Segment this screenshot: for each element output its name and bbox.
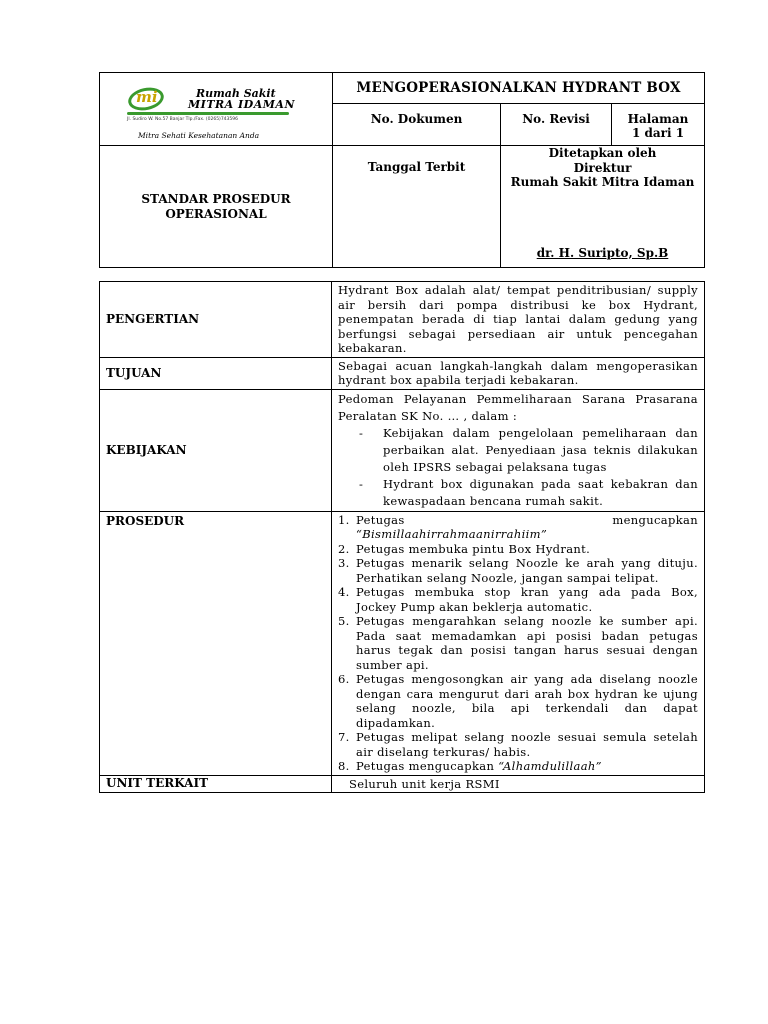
logo-underline [127,112,289,115]
step-text: Petugas mengosongkan air yang ada diselang noozle dengan cara mengurut dari arah box hydran ke ujung selang noozle, bila api terkendali dan dapat dipadamkan. [356,672,698,730]
pengertian-label: PENGERTIAN [100,282,332,358]
document-title: MENGOPERASIONALKAN HYDRANT BOX [333,73,705,104]
kebijakan-list [338,425,698,510]
kebijakan-item: - Hydrant box digunakan pada saat kebakran dan kewaspadaan bencana rumah sakit. [338,476,698,510]
no-revisi-label: No. Revisi [501,104,612,146]
prosedur-step: 2. Petugas membuka pintu Box Hydrant. [338,541,591,556]
prosedur-step: 3. Petugas menarik selang Noozle ke arah yang dituju. Perhatikan selang Noozle, jangan sampai telipat. [338,556,698,585]
sop-cell [100,146,333,268]
step1-text-b: mengucapkan [612,512,698,527]
step1-quote: “Bismillaahirrahmaanirrahiim” [356,527,548,541]
prosedur-steps [338,513,698,774]
logo-address: Jl. Sudiro W. No.57 Banjar Tlp./Fax. (0265)743596 [127,117,238,122]
direktur-label: Direktur [573,160,632,175]
step8-text: Petugas mengucapkan [356,759,495,773]
rs-name: Rumah Sakit Mitra Idaman [510,175,695,189]
prosedur-step: 8. Petugas mengucapkan “Alhamdulillaah” [338,759,602,773]
signatory-name: dr. H. Suripto, Sp.B [536,245,669,260]
tujuan-label: TUJUAN [100,357,332,389]
step-text: Petugas membuka stop kran yang ada pada Box, Jockey Pump akan beklerja automatic. [356,585,698,614]
unit-terkait-text: Seluruh unit kerja RSMI [332,775,705,793]
hospital-logo [100,73,332,145]
document-header-table [99,72,705,268]
unit-terkait-label: UNIT TERKAIT [100,775,332,793]
kebijakan-content [332,389,705,511]
logo-slogan: Mitra Sehati Kesehatanan Anda [138,131,260,140]
prosedur-step: 4. Petugas membuka stop kran yang ada pada Box, Jockey Pump akan beklerja automatic. [338,585,698,614]
sop-content-table [99,281,705,793]
kebijakan-label: KEBIJAKAN [100,389,332,511]
halaman-value: 1 dari 1 [631,126,685,141]
tujuan-text: Sebagai acuan langkah-langkah dalam mengoperasikan hydrant box apabila terjadi kebakaran. [332,357,705,389]
ditetapkan-cell [501,146,705,268]
sop-line2: OPERASIONAL [165,206,267,221]
logo-line2: MITRA IDAMAN [188,98,295,111]
prosedur-label: PROSEDUR [100,511,332,775]
prosedur-content [332,511,705,775]
step-text: Petugas membuka pintu Box Hydrant. [356,541,591,556]
sop-line1: STANDAR PROSEDUR [141,191,291,206]
prosedur-step: 6. Petugas mengosongkan air yang ada diselang noozle dengan cara mengurut dari arah box hydran ke ujung selang noozle, bila api terkendali dan dapat dipadamkan. [338,672,698,730]
ditetapkan-label: Ditetapkan oleh [548,146,657,160]
no-dokumen-label: No. Dokumen [333,104,501,146]
halaman-label: Halaman [627,112,689,127]
logo-line1: Rumah Sakit [196,87,276,100]
tanggal-terbit-label: Tanggal Terbit [333,146,501,268]
kebijakan-item: - Kebijakan dalam pengelolaan pemeliharaan dan perbaikan alat. Penyediaan jasa teknis dilakukan oleh IPSRS sebagai pelaksana tugas [338,425,698,476]
pengertian-text: Hydrant Box adalah alat/ tempat penditribusian/ supply air bersih dari pompa distribusi ke box Hydrant, penempatan berada di tiap lantai dalam gedung yang berfungsi sebagai persediaan air untuk pencegahan kebakaran. [332,282,705,358]
prosedur-step: 7. Petugas melipat selang noozle sesuai semula setelah air diselang terkuras/ habis. [338,730,698,759]
step-text: Petugas mengarahkan selang noozle ke sumber api. Pada saat memadamkan api posisi badan petugas harus tegak dan posisi tangan harus sesuai dengan sumber api. [356,614,698,672]
step-text: Petugas melipat selang noozle sesuai semula setelah air diselang terkuras/ habis. [356,730,698,759]
step1-text-a: Petugas [356,512,405,527]
prosedur-step: 1. Petugas mengucapkan “Bismillaahirrahmaanirrahiim” [338,512,698,541]
kebijakan-intro: Pedoman Pelayanan Pemmeliharaan Sarana Prasarana Peralatan SK No. … , dalam : [338,391,698,423]
logo-mark-icon: mi [136,88,158,106]
logo-cell [100,73,333,146]
halaman-cell [612,104,705,146]
prosedur-step: 5. Petugas mengarahkan selang noozle ke sumber api. Pada saat memadamkan api posisi badan petugas harus tegak dan posisi tangan harus sesuai dengan sumber api. [338,614,698,672]
step8-quote: “Alhamdulillaah” [498,759,602,773]
step-text: Petugas menarik selang Noozle ke arah yang dituju. Perhatikan selang Noozle, jangan sampai telipat. [356,556,698,585]
